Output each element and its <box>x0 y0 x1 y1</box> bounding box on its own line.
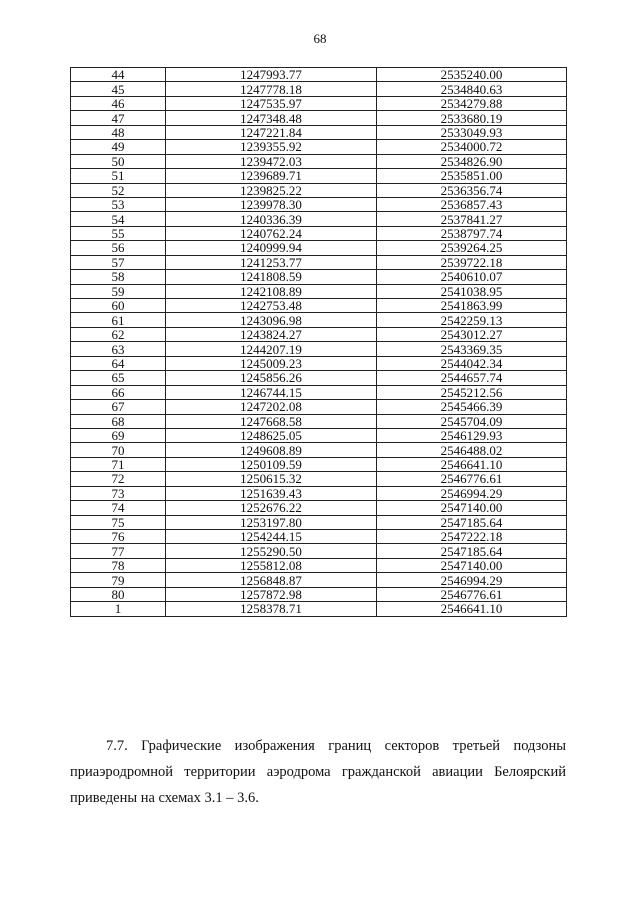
point-number-cell: 79 <box>71 573 166 587</box>
point-number-cell: 50 <box>71 154 166 168</box>
point-number-cell: 74 <box>71 501 166 515</box>
x-coordinate-cell: 1258378.71 <box>166 602 377 616</box>
table-row <box>71 428 567 442</box>
x-coordinate-cell: 1246744.15 <box>166 385 377 399</box>
point-number-cell: 80 <box>71 587 166 601</box>
x-coordinate-cell: 1255812.08 <box>166 558 377 572</box>
table-row <box>71 342 567 356</box>
x-coordinate-cell: 1247535.97 <box>166 96 377 110</box>
point-number-cell: 75 <box>71 515 166 529</box>
x-coordinate-cell: 1243096.98 <box>166 313 377 327</box>
x-coordinate-cell: 1251639.43 <box>166 486 377 500</box>
y-coordinate-cell: 2539264.25 <box>377 241 567 255</box>
y-coordinate-cell: 2541863.99 <box>377 299 567 313</box>
x-coordinate-cell: 1247202.08 <box>166 400 377 414</box>
x-coordinate-cell: 1252676.22 <box>166 501 377 515</box>
y-coordinate-cell: 2546994.29 <box>377 486 567 500</box>
table-row <box>71 284 567 298</box>
x-coordinate-cell: 1244207.19 <box>166 342 377 356</box>
y-coordinate-cell: 2546488.02 <box>377 443 567 457</box>
table-row <box>71 602 567 616</box>
table-row <box>71 400 567 414</box>
table-row <box>71 154 567 168</box>
coordinates-table-body <box>71 68 567 617</box>
x-coordinate-cell: 1242753.48 <box>166 299 377 313</box>
y-coordinate-cell: 2536857.43 <box>377 197 567 211</box>
x-coordinate-cell: 1240336.39 <box>166 212 377 226</box>
table-row <box>71 299 567 313</box>
x-coordinate-cell: 1247348.48 <box>166 111 377 125</box>
point-number-cell: 52 <box>71 183 166 197</box>
table-row <box>71 82 567 96</box>
point-number-cell: 65 <box>71 371 166 385</box>
y-coordinate-cell: 2536356.74 <box>377 183 567 197</box>
y-coordinate-cell: 2535851.00 <box>377 169 567 183</box>
table-row <box>71 212 567 226</box>
x-coordinate-cell: 1245856.26 <box>166 371 377 385</box>
point-number-cell: 1 <box>71 602 166 616</box>
y-coordinate-cell: 2547185.64 <box>377 544 567 558</box>
point-number-cell: 53 <box>71 197 166 211</box>
point-number-cell: 78 <box>71 558 166 572</box>
point-number-cell: 60 <box>71 299 166 313</box>
table-row <box>71 414 567 428</box>
y-coordinate-cell: 2540610.07 <box>377 270 567 284</box>
x-coordinate-cell: 1248625.05 <box>166 428 377 442</box>
y-coordinate-cell: 2539722.18 <box>377 255 567 269</box>
x-coordinate-cell: 1253197.80 <box>166 515 377 529</box>
x-coordinate-cell: 1239355.92 <box>166 140 377 154</box>
table-row <box>71 226 567 240</box>
coordinates-table <box>70 67 567 617</box>
point-number-cell: 77 <box>71 544 166 558</box>
table-row <box>71 515 567 529</box>
x-coordinate-cell: 1241253.77 <box>166 255 377 269</box>
y-coordinate-cell: 2543369.35 <box>377 342 567 356</box>
x-coordinate-cell: 1242108.89 <box>166 284 377 298</box>
table-row <box>71 472 567 486</box>
x-coordinate-cell: 1249608.89 <box>166 443 377 457</box>
point-number-cell: 58 <box>71 270 166 284</box>
y-coordinate-cell: 2546129.93 <box>377 428 567 442</box>
y-coordinate-cell: 2534000.72 <box>377 140 567 154</box>
point-number-cell: 61 <box>71 313 166 327</box>
point-number-cell: 47 <box>71 111 166 125</box>
x-coordinate-cell: 1239472.03 <box>166 154 377 168</box>
point-number-cell: 56 <box>71 241 166 255</box>
table-row <box>71 486 567 500</box>
point-number-cell: 70 <box>71 443 166 457</box>
x-coordinate-cell: 1247668.58 <box>166 414 377 428</box>
x-coordinate-cell: 1247778.18 <box>166 82 377 96</box>
y-coordinate-cell: 2533049.93 <box>377 125 567 139</box>
point-number-cell: 64 <box>71 356 166 370</box>
y-coordinate-cell: 2547222.18 <box>377 530 567 544</box>
table-row <box>71 371 567 385</box>
y-coordinate-cell: 2546776.61 <box>377 472 567 486</box>
table-row <box>71 356 567 370</box>
table-row <box>71 587 567 601</box>
x-coordinate-cell: 1243824.27 <box>166 327 377 341</box>
table-row <box>71 68 567 82</box>
point-number-cell: 54 <box>71 212 166 226</box>
x-coordinate-cell: 1250109.59 <box>166 457 377 471</box>
y-coordinate-cell: 2546776.61 <box>377 587 567 601</box>
table-row <box>71 111 567 125</box>
point-number-cell: 72 <box>71 472 166 486</box>
y-coordinate-cell: 2542259.13 <box>377 313 567 327</box>
y-coordinate-cell: 2546641.10 <box>377 457 567 471</box>
table-row <box>71 573 567 587</box>
table-row <box>71 140 567 154</box>
y-coordinate-cell: 2547185.64 <box>377 515 567 529</box>
paragraph-line-2: приаэродромной территории аэродрома гражданской авиации Белоярский <box>70 764 566 780</box>
x-coordinate-cell: 1250615.32 <box>166 472 377 486</box>
y-coordinate-cell: 2546994.29 <box>377 573 567 587</box>
point-number-cell: 48 <box>71 125 166 139</box>
x-coordinate-cell: 1239825.22 <box>166 183 377 197</box>
y-coordinate-cell: 2546641.10 <box>377 602 567 616</box>
point-number-cell: 45 <box>71 82 166 96</box>
table-row <box>71 270 567 284</box>
y-coordinate-cell: 2547140.00 <box>377 558 567 572</box>
y-coordinate-cell: 2535240.00 <box>377 68 567 82</box>
table-row <box>71 544 567 558</box>
table-row <box>71 255 567 269</box>
point-number-cell: 76 <box>71 530 166 544</box>
y-coordinate-cell: 2545704.09 <box>377 414 567 428</box>
x-coordinate-cell: 1247993.77 <box>166 68 377 82</box>
table-row <box>71 169 567 183</box>
point-number-cell: 63 <box>71 342 166 356</box>
x-coordinate-cell: 1256848.87 <box>166 573 377 587</box>
y-coordinate-cell: 2545212.56 <box>377 385 567 399</box>
x-coordinate-cell: 1245009.23 <box>166 356 377 370</box>
table-row <box>71 96 567 110</box>
x-coordinate-cell: 1239978.30 <box>166 197 377 211</box>
point-number-cell: 44 <box>71 68 166 82</box>
y-coordinate-cell: 2547140.00 <box>377 501 567 515</box>
y-coordinate-cell: 2544042.34 <box>377 356 567 370</box>
y-coordinate-cell: 2538797.74 <box>377 226 567 240</box>
table-row <box>71 313 567 327</box>
x-coordinate-cell: 1257872.98 <box>166 587 377 601</box>
y-coordinate-cell: 2534840.63 <box>377 82 567 96</box>
paragraph-7-7 <box>70 733 566 811</box>
x-coordinate-cell: 1240999.94 <box>166 241 377 255</box>
x-coordinate-cell: 1240762.24 <box>166 226 377 240</box>
table-row <box>71 457 567 471</box>
table-row <box>71 125 567 139</box>
point-number-cell: 67 <box>71 400 166 414</box>
y-coordinate-cell: 2545466.39 <box>377 400 567 414</box>
x-coordinate-cell: 1241808.59 <box>166 270 377 284</box>
y-coordinate-cell: 2534279.88 <box>377 96 567 110</box>
point-number-cell: 51 <box>71 169 166 183</box>
x-coordinate-cell: 1254244.15 <box>166 530 377 544</box>
table-row <box>71 241 567 255</box>
point-number-cell: 55 <box>71 226 166 240</box>
point-number-cell: 73 <box>71 486 166 500</box>
table-row <box>71 530 567 544</box>
y-coordinate-cell: 2544657.74 <box>377 371 567 385</box>
table-row <box>71 327 567 341</box>
paragraph-line-3: приведены на схемах 3.1 – 3.6. <box>70 790 259 806</box>
point-number-cell: 57 <box>71 255 166 269</box>
y-coordinate-cell: 2537841.27 <box>377 212 567 226</box>
point-number-cell: 66 <box>71 385 166 399</box>
table-row <box>71 183 567 197</box>
x-coordinate-cell: 1239689.71 <box>166 169 377 183</box>
point-number-cell: 46 <box>71 96 166 110</box>
point-number-cell: 59 <box>71 284 166 298</box>
table-row <box>71 443 567 457</box>
point-number-cell: 62 <box>71 327 166 341</box>
y-coordinate-cell: 2541038.95 <box>377 284 567 298</box>
y-coordinate-cell: 2533680.19 <box>377 111 567 125</box>
x-coordinate-cell: 1247221.84 <box>166 125 377 139</box>
paragraph-line-1: 7.7. Графические изображения границ секторов третьей подзоны <box>106 738 566 754</box>
table-row <box>71 197 567 211</box>
point-number-cell: 69 <box>71 428 166 442</box>
page-number: 68 <box>313 31 327 46</box>
table-row <box>71 558 567 572</box>
table-row <box>71 501 567 515</box>
point-number-cell: 68 <box>71 414 166 428</box>
x-coordinate-cell: 1255290.50 <box>166 544 377 558</box>
point-number-cell: 49 <box>71 140 166 154</box>
table-row <box>71 385 567 399</box>
y-coordinate-cell: 2534826.90 <box>377 154 567 168</box>
point-number-cell: 71 <box>71 457 166 471</box>
y-coordinate-cell: 2543012.27 <box>377 327 567 341</box>
